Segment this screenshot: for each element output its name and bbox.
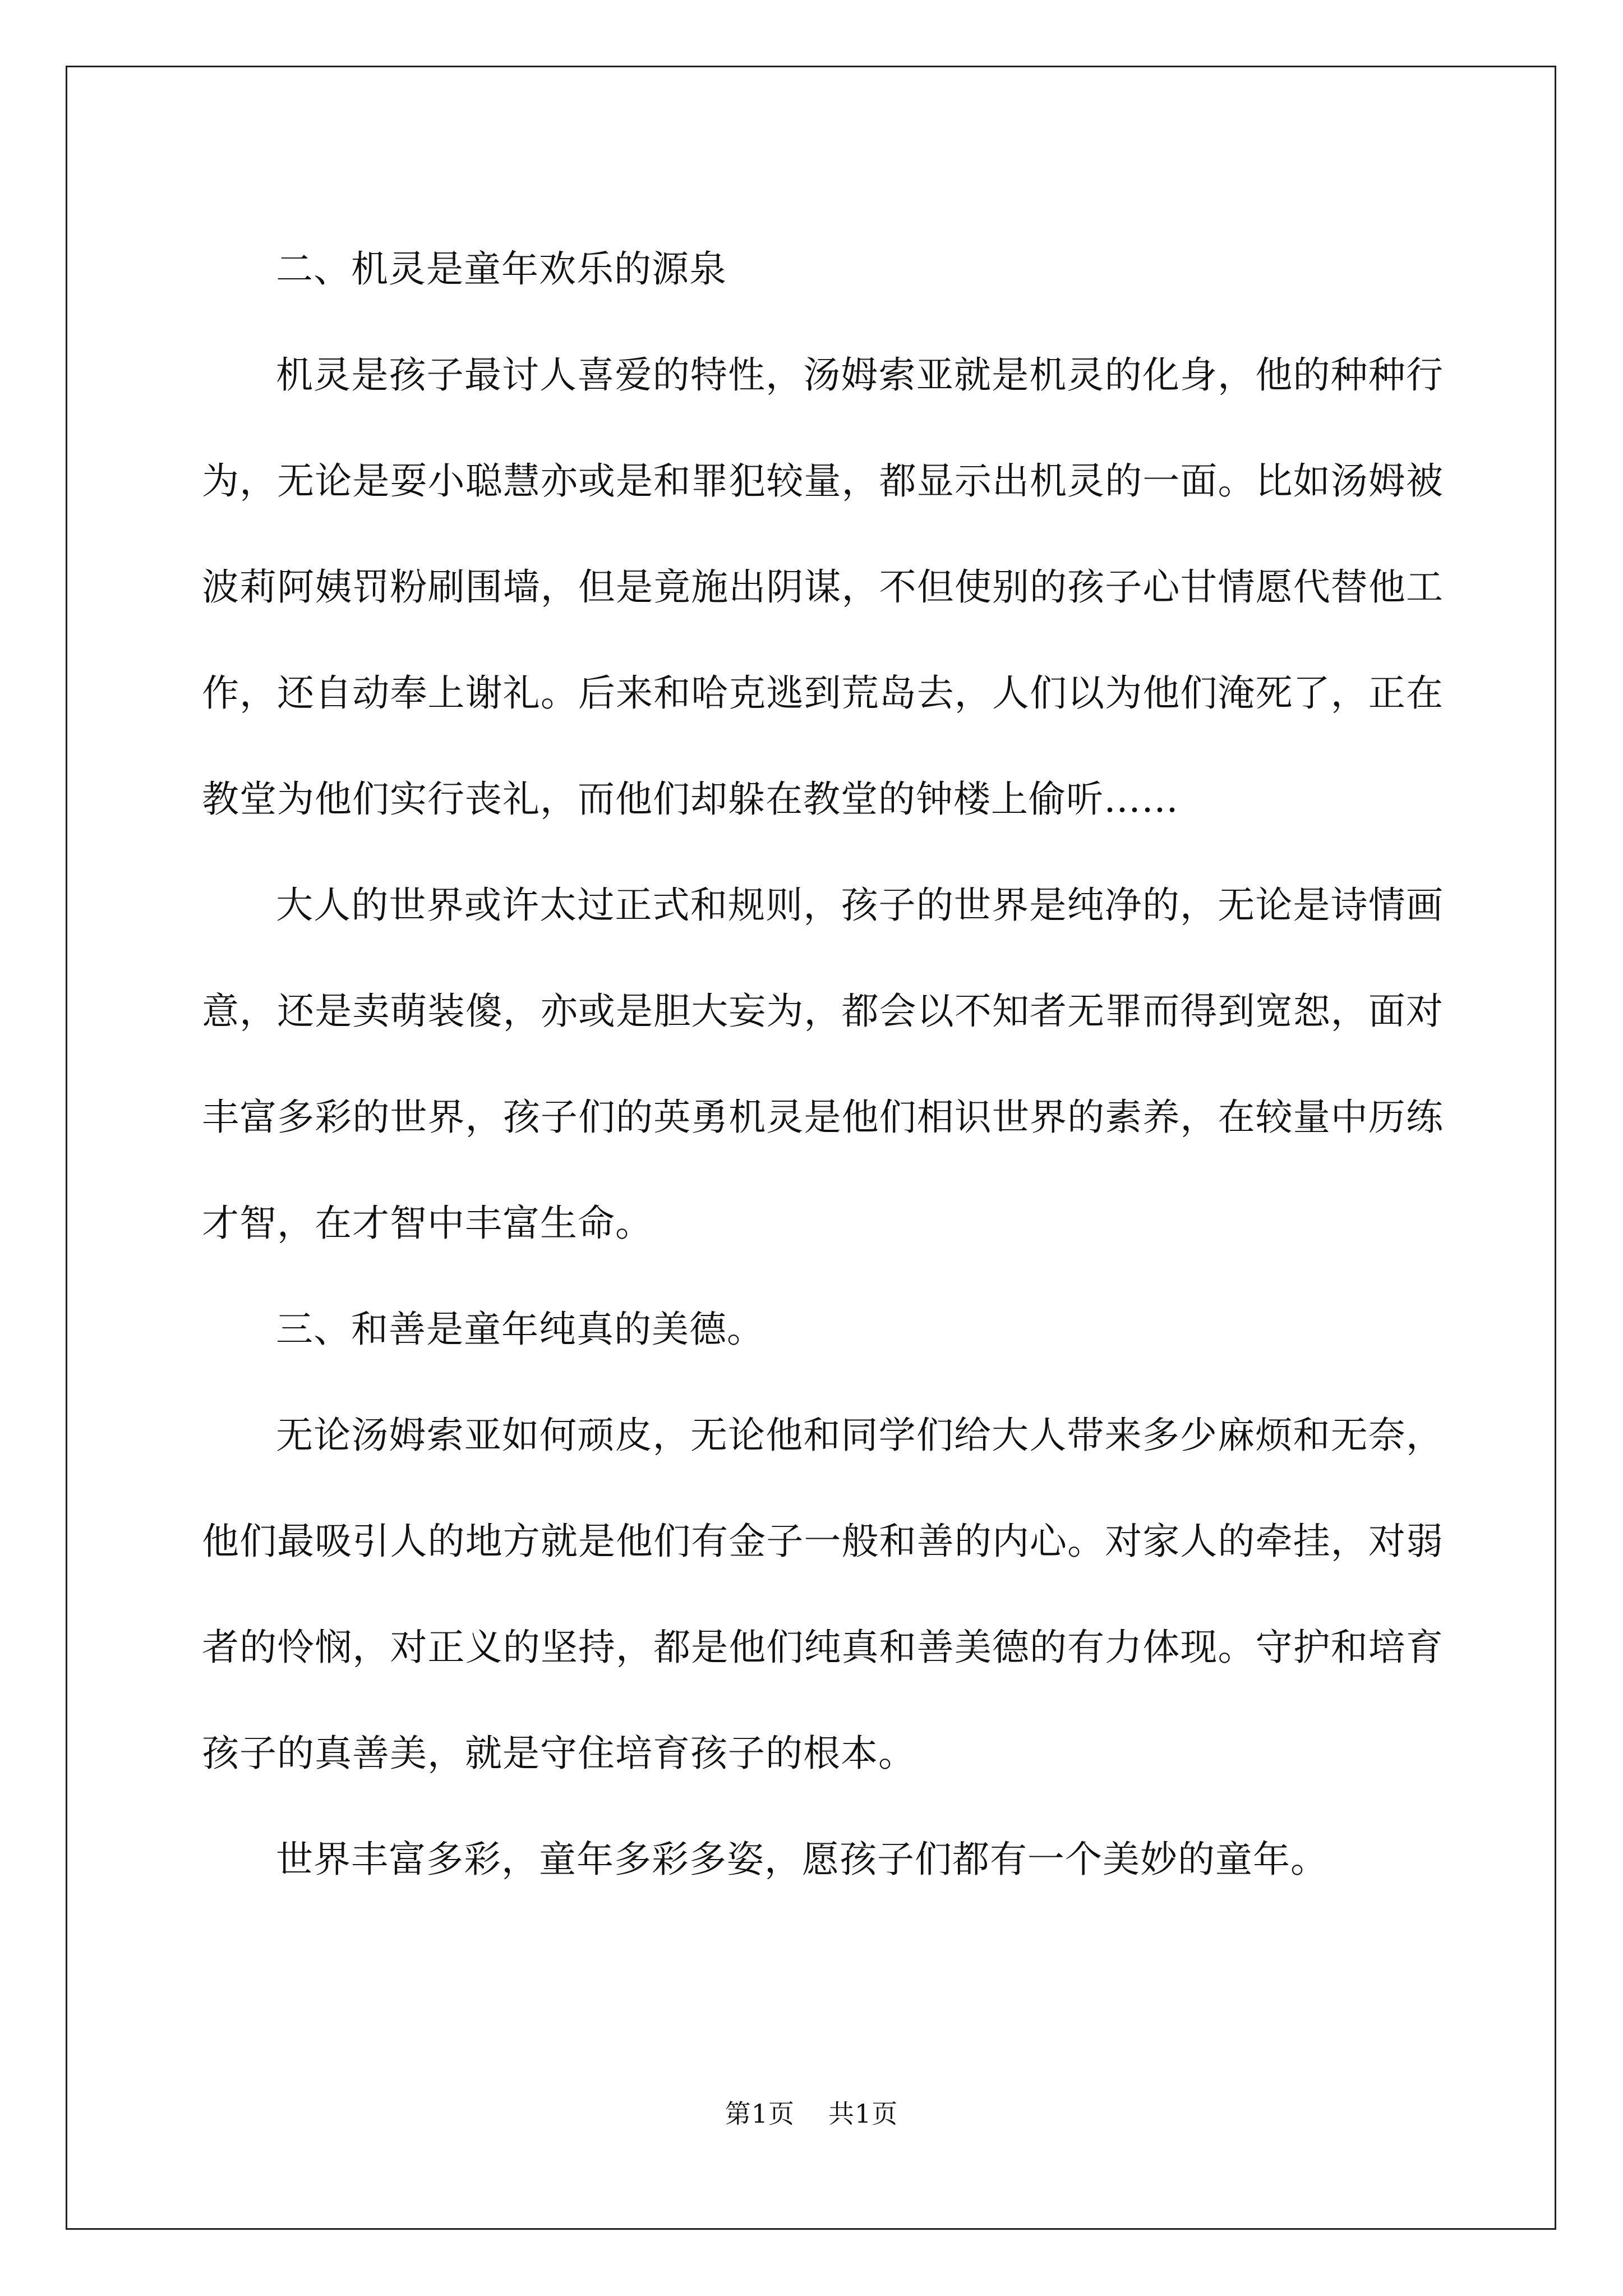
- section-heading-2: 二、机灵是童年欢乐的源泉: [276, 247, 727, 291]
- document-body: [202, 216, 1444, 1912]
- section-heading-3: 三、和善是童年纯真的美德。: [276, 1308, 764, 1351]
- page-number: 第1页: [725, 2099, 795, 2129]
- page-footer: [0, 2097, 1623, 2131]
- paragraph: 无论汤姆索亚如何顽皮，无论他和同学们给大人带来多少麻烦和无奈，他们最吸引人的地方就是他们有金子一般和善的内心。对家人的牵挂，对弱者的怜悯，对正义的坚持，都是他们纯真和善美德的有力体现。守护和培育孩子的真善美，就是守住培育孩子的根本。: [202, 1414, 1444, 1775]
- page-total: 共1页: [828, 2099, 898, 2129]
- paragraph: 大人的世界或许太过正式和规则，孩子的世界是纯净的，无论是诗情画意，还是卖萌装傻，亦或是胆大妄为，都会以不知者无罪而得到宽恕，面对丰富多彩的世界，孩子们的英勇机灵是他们相识世界的素养，在较量中历练才智，在才智中丰富生命。: [202, 884, 1444, 1245]
- paragraph: 世界丰富多彩，童年多彩多姿，愿孩子们都有一个美妙的童年。: [276, 1838, 1328, 1881]
- paragraph: 机灵是孩子最讨人喜爱的特性，汤姆索亚就是机灵的化身，他的种种行为，无论是耍小聪慧亦或是和罪犯较量，都显示出机灵的一面。比如汤姆被波莉阿姨罚粉刷围墙，但是竟施出阴谋，不但使别的孩子心甘情愿代替他工作，还自动奉上谢礼。后来和哈克逃到荒岛去，人们以为他们淹死了，正在教堂为他们实行丧礼，而他们却躲在教堂的钟楼上偷听……: [202, 353, 1444, 821]
